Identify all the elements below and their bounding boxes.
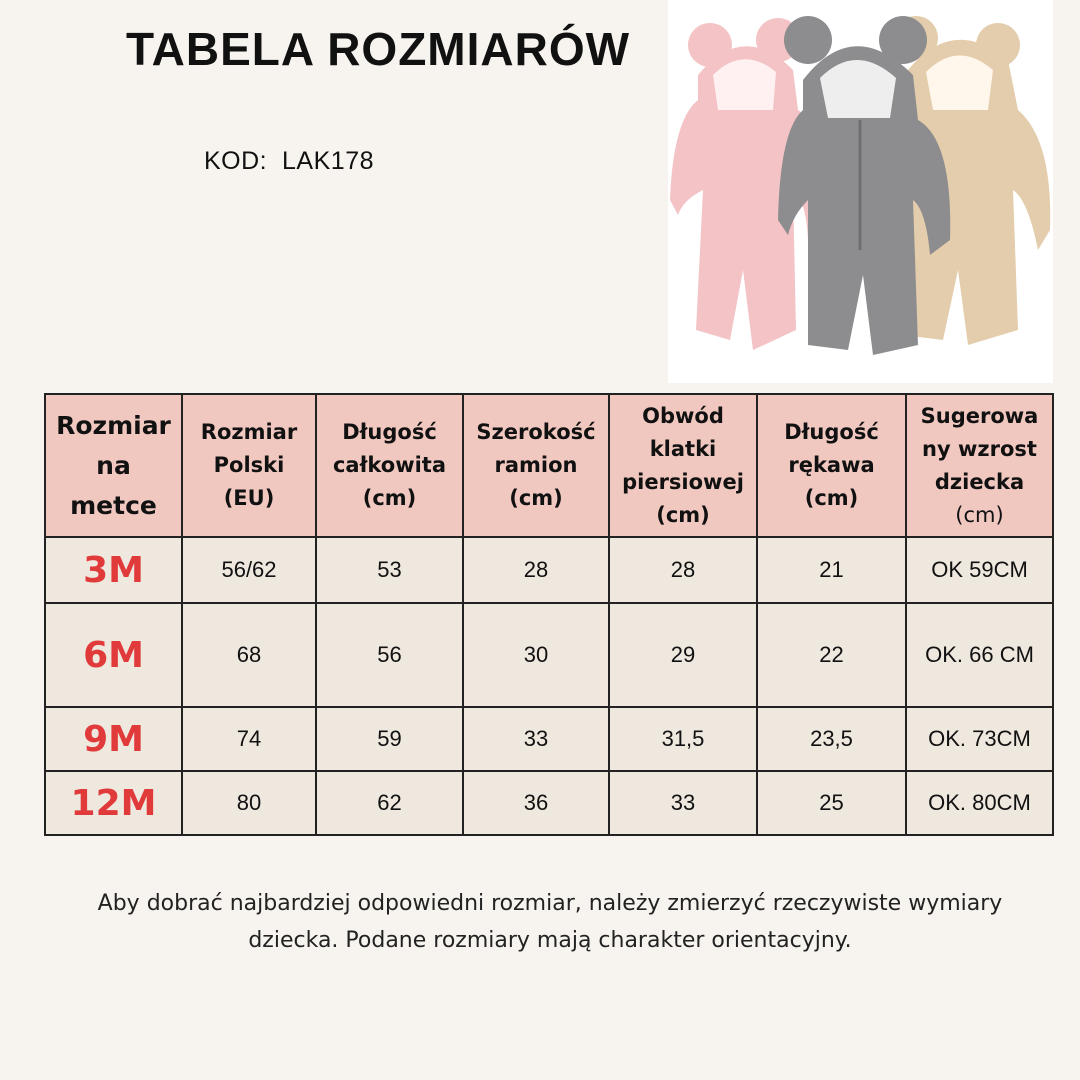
table-row — [45, 771, 1053, 835]
size-table-header-row — [45, 394, 1053, 537]
table-cell: 29 — [609, 603, 757, 707]
header-polish-size: Rozmiar Polski (EU) — [182, 394, 316, 537]
page-title: TABELA ROZMIARÓW — [126, 23, 631, 75]
table-cell: 28 — [609, 537, 757, 603]
table-cell: 31,5 — [609, 707, 757, 771]
table-cell: 36 — [463, 771, 609, 835]
table-cell: 21 — [757, 537, 906, 603]
product-code — [204, 147, 374, 176]
table-cell: 68 — [182, 603, 316, 707]
table-cell: 59 — [316, 707, 463, 771]
table-cell: 80 — [182, 771, 316, 835]
table-cell: 25 — [757, 771, 906, 835]
table-cell: OK. 66 CM — [906, 603, 1053, 707]
table-cell: 56/62 — [182, 537, 316, 603]
table-row — [45, 537, 1053, 603]
size-label: 3M — [45, 537, 182, 603]
sizing-note-line-1: Aby dobrać najbardziej odpowiedni rozmiar, należy zmierzyć rzeczywiste wymiary — [97, 891, 1003, 916]
table-cell: OK 59CM — [906, 537, 1053, 603]
size-label: 12M — [45, 771, 182, 835]
header-chest: Obwód klatki piersiowej (cm) — [609, 394, 757, 537]
table-cell: 62 — [316, 771, 463, 835]
size-label: 6M — [45, 603, 182, 707]
table-cell: 53 — [316, 537, 463, 603]
table-cell: 30 — [463, 603, 609, 707]
table-cell: 22 — [757, 603, 906, 707]
size-label: 9M — [45, 707, 182, 771]
table-cell: OK. 80CM — [906, 771, 1053, 835]
table-cell: 23,5 — [757, 707, 906, 771]
sizing-note — [20, 885, 1080, 959]
header-suggested-height: Sugerowa ny wzrost dziecka (cm) — [906, 394, 1053, 537]
header-shoulder-width: Szerokość ramion (cm) — [463, 394, 609, 537]
bear-jumpsuits-illustration — [668, 0, 1053, 383]
header-total-length: Długość całkowita (cm) — [316, 394, 463, 537]
table-cell: 33 — [609, 771, 757, 835]
header-sleeve-length: Długość rękawa (cm) — [757, 394, 906, 537]
table-row — [45, 603, 1053, 707]
product-code-label: KOD: — [204, 147, 268, 175]
header-tag-size: Rozmiar na metce — [45, 394, 182, 537]
table-cell: OK. 73CM — [906, 707, 1053, 771]
table-cell: 33 — [463, 707, 609, 771]
table-cell: 28 — [463, 537, 609, 603]
table-cell: 56 — [316, 603, 463, 707]
sizing-note-line-2: dziecka. Podane rozmiary mają charakter orientacyjny. — [248, 928, 852, 953]
product-photo — [668, 0, 1053, 383]
table-cell: 74 — [182, 707, 316, 771]
product-code-value: LAK178 — [282, 147, 374, 175]
size-table — [44, 393, 1054, 836]
table-row — [45, 707, 1053, 771]
